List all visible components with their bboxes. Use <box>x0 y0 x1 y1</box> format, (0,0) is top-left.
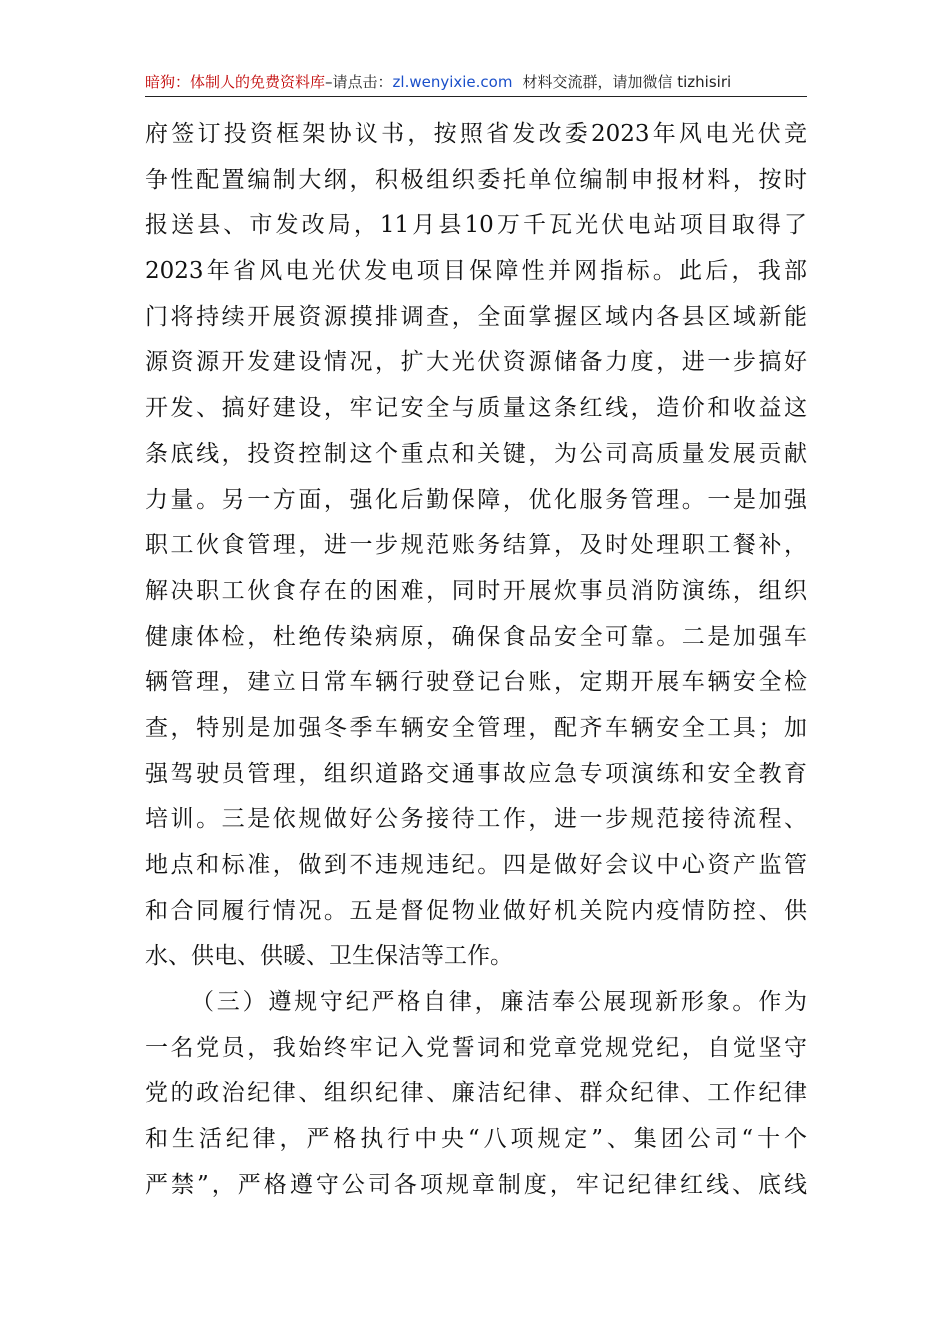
text-line: 解决职工伙食存在的困难，同时开展炊事员消防演练，组织 <box>145 577 807 604</box>
text-line: 源资源开发建设情况，扩大光伏资源储备力度，进一步搞好 <box>145 349 807 376</box>
header-site-name: 暗狗：体制人的免费资料库 <box>145 73 326 91</box>
page-header <box>145 68 807 96</box>
header-wechat-note: 材料交流群，请加微信 tizhisiri <box>522 73 732 91</box>
text-line: 报送县、市发改局，11月县10万千瓦光伏电站项目取得了 <box>145 212 807 239</box>
header-divider <box>145 96 807 97</box>
text-line: 辆管理，建立日常车辆行驶登记台账，定期开展车辆安全检 <box>145 669 807 696</box>
text-line: 条底线，投资控制这个重点和关键，为公司高质量发展贡献 <box>145 440 807 467</box>
text-line: 党的政治纪律、组织纪律、廉洁纪律、群众纪律、工作纪律 <box>145 1080 807 1107</box>
body-text <box>145 112 807 1209</box>
header-link[interactable]: zl.wenyixie.com <box>392 73 513 91</box>
text-line: 地点和标准，做到不违规违纪。四是做好会议中心资产监管 <box>145 852 807 878</box>
text-line: 强驾驶员管理，组织道路交通事故应急专项演练和安全教育 <box>145 760 807 787</box>
text-line: 一名党员，我始终牢记入党誓词和党章党规党纪，自觉坚守 <box>145 1034 807 1061</box>
text-line: 和生活纪律，严格执行中央“八项规定”、集团公司“十个 <box>145 1126 807 1153</box>
text-line: 力量。另一方面，强化后勤保障，优化服务管理。一是加强 <box>145 486 807 513</box>
text-line: 和合同履行情况。五是督促物业做好机关院内疫情防控、供 <box>145 897 807 924</box>
text-line: 争性配置编制大纲，积极组织委托单位编制申报材料，按时 <box>145 166 807 193</box>
text-line: 严禁”，严格遵守公司各项规章制度，牢记纪律红线、底线 <box>145 1171 807 1198</box>
text-line: 2023年省风电光伏发电项目保障性并网指标。此后，我部 <box>145 258 807 285</box>
text-line: 开发、搞好建设，牢记安全与质量这条红线，造价和收益这 <box>145 395 807 422</box>
text-line: 府签订投资框架协议书，按照省发改委2023年风电光伏竞 <box>145 121 807 147</box>
text-line: 查，特别是加强冬季车辆安全管理，配齐车辆安全工具；加 <box>145 714 807 741</box>
section-heading-line: （三）遵规守纪严格自律，廉洁奉公展现新形象。作为 <box>191 989 807 1016</box>
header-click-prompt: –请点击： <box>325 73 393 91</box>
text-line: 健康体检，杜绝传染病原，确保食品安全可靠。二是加强车 <box>145 623 807 650</box>
text-line: 门将持续开展资源摸排调查，全面掌握区域内各县区域新能 <box>145 303 807 330</box>
text-line: 职工伙食管理，进一步规范账务结算，及时处理职工餐补， <box>145 532 807 559</box>
text-line: 培训。三是依规做好公务接待工作，进一步规范接待流程、 <box>145 806 807 833</box>
paragraph-last-line: 水、供电、供暖、卫生保洁等工作。 <box>145 943 513 970</box>
